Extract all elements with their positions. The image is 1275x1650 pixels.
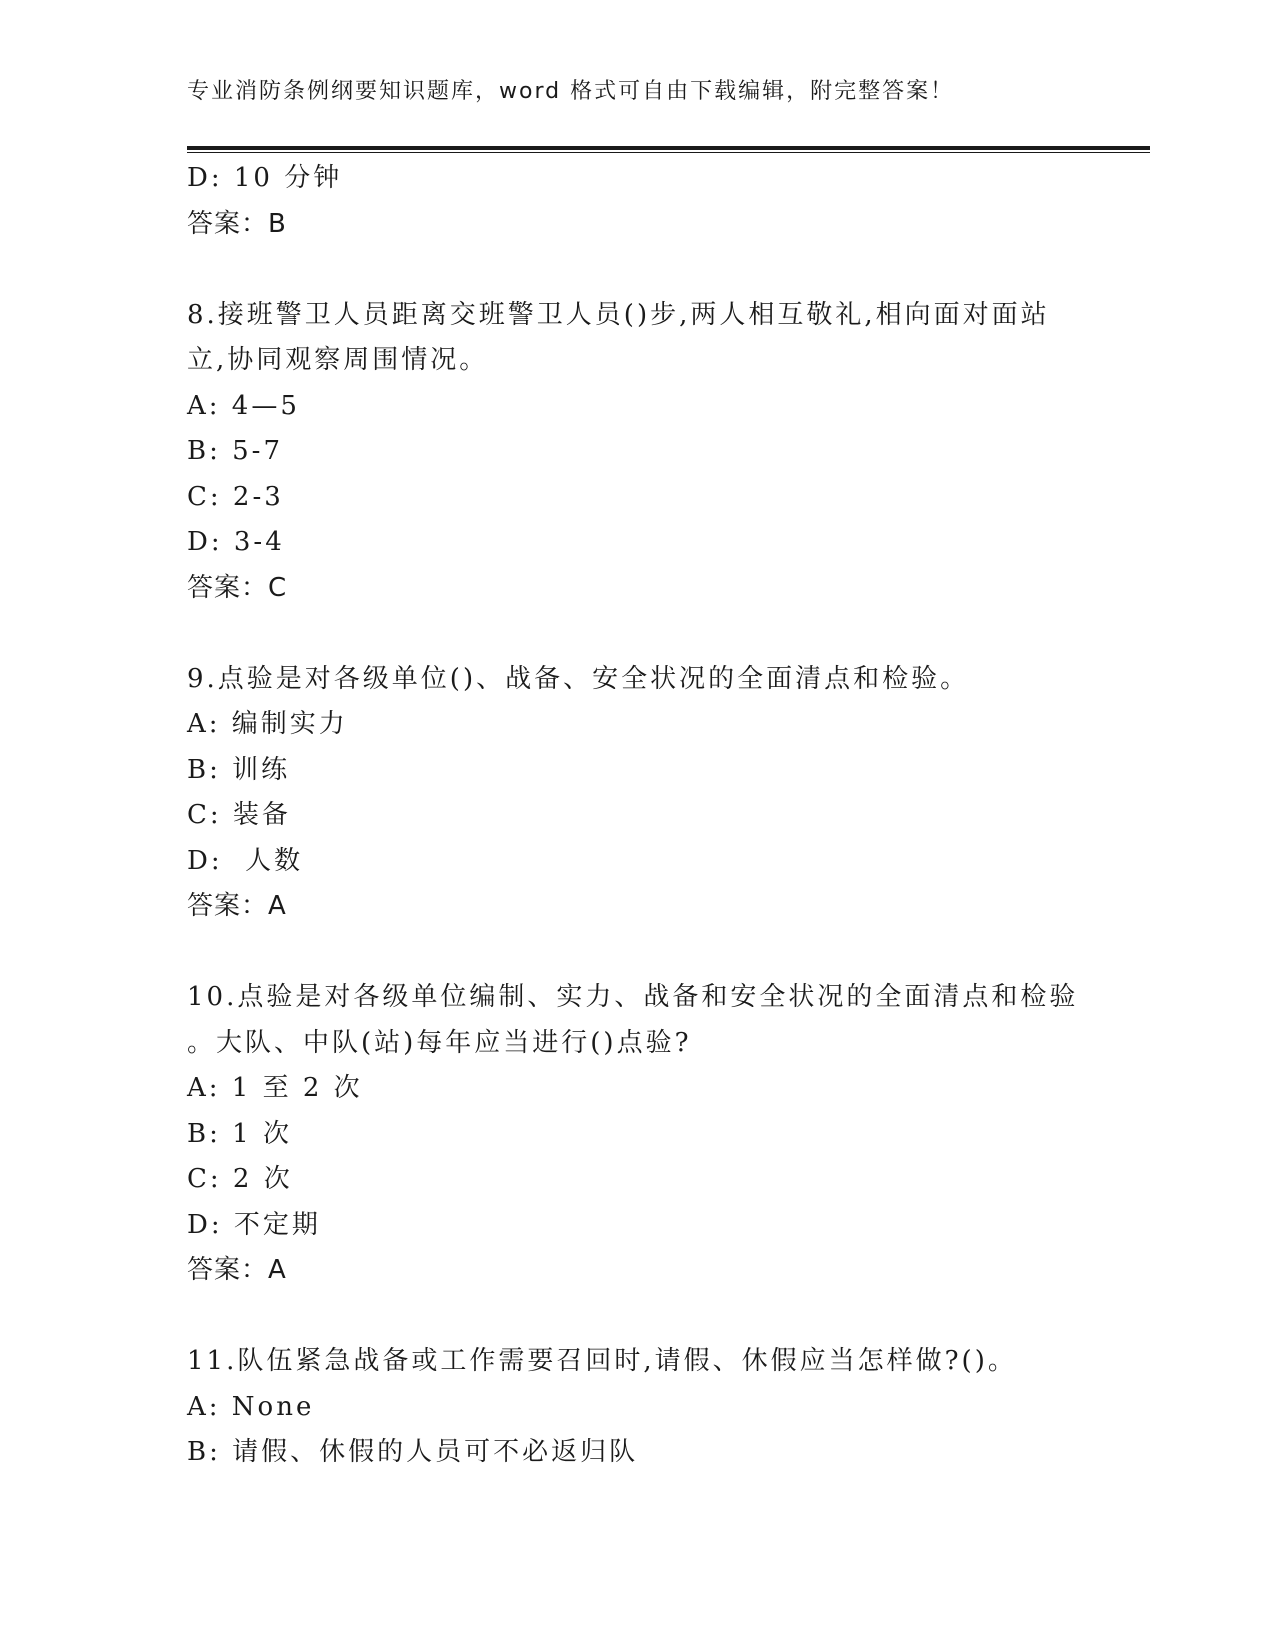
- spacer: [187, 247, 1087, 293]
- spacer: [187, 611, 1087, 657]
- q11-option-a: A: None: [187, 1391, 315, 1422]
- q10-option-d: D: 不定期: [187, 1209, 321, 1240]
- q9-option-c: C: 装备: [187, 800, 291, 830]
- q10-stem-line2: 。大队、中队(站)每年应当进行()点验?: [187, 1027, 692, 1058]
- q10-option-c: C: 2 次: [187, 1164, 293, 1194]
- q10-answer: 答案：A: [187, 1255, 287, 1285]
- q10-option-a: A: 1 至 2 次: [187, 1073, 363, 1103]
- spacer: [187, 1294, 1087, 1340]
- q11-option-b: B: 请假、休假的人员可不必返归队: [187, 1437, 639, 1467]
- page-header: 专业消防条例纲要知识题库，word 格式可自由下载编辑，附完整答案！: [187, 79, 955, 104]
- spacer: [187, 930, 1087, 976]
- q8-answer: 答案：C: [187, 572, 288, 603]
- header-rule-thick: [187, 146, 1150, 150]
- q10-stem-line1: 10.点验是对各级单位编制、实力、战备和安全状况的全面清点和检验: [187, 982, 1079, 1012]
- q8-stem-line2: 立,协同观察周围情况。: [187, 345, 489, 375]
- prev-option-d: D: 10 分钟: [187, 163, 343, 193]
- question-list: [187, 156, 1087, 1476]
- q9-answer: 答案：A: [187, 891, 287, 921]
- q10-option-b: B: 1 次: [187, 1118, 292, 1149]
- q8-option-b: B: 5-7: [187, 436, 283, 466]
- q9-option-d: D: 人数: [187, 845, 304, 876]
- q11-stem-line1: 11.队伍紧急战备或工作需要召回时,请假、休假应当怎样做?()。: [187, 1346, 1017, 1376]
- q8-stem-line1: 8.接班警卫人员距离交班警卫人员()步,两人相互敬礼,相向面对面站: [187, 299, 1050, 330]
- q9-stem-line1: 9.点验是对各级单位()、战备、安全状况的全面清点和检验。: [187, 663, 970, 694]
- q8-option-d: D: 3-4: [187, 527, 285, 557]
- q9-option-b: B: 训练: [187, 754, 291, 785]
- q9-option-a: A: 编制实力: [187, 709, 348, 739]
- prev-answer: 答案：B: [187, 208, 287, 239]
- header-rule-thin: [187, 152, 1150, 153]
- q8-option-a: A: 4—5: [187, 390, 300, 421]
- q8-option-c: C: 2-3: [187, 481, 284, 512]
